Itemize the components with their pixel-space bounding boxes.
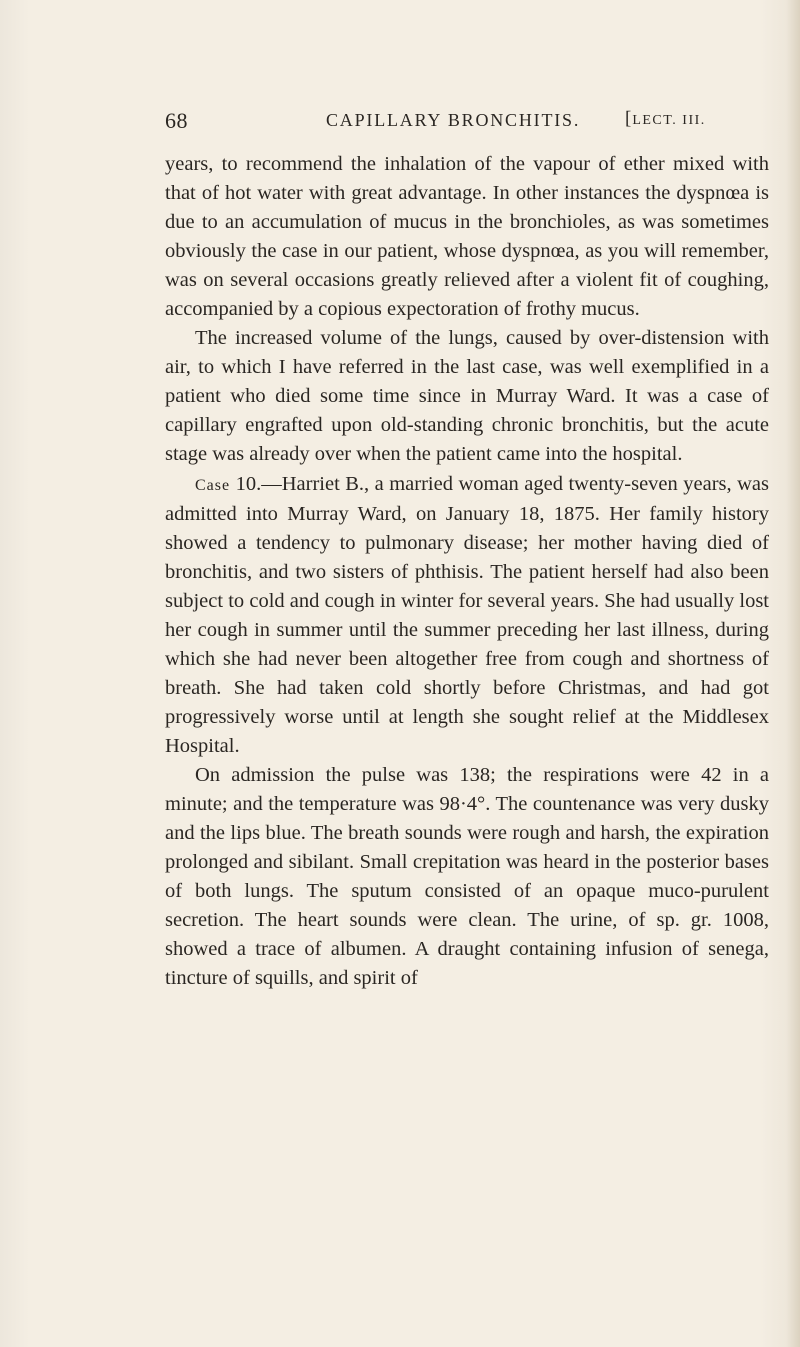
case-text: 10.—Harriet B., a married woman aged twenty-seven years, was admitted into Murray Ward, on January 18, 1875. Her family history showed a tendency to pulmonary disease; her mother having died of bronchitis, and two sisters of phthisis. The patient herself had also been subject to cold and cough in winter for several years. She had usually lost her cough in summer until the summer preceding her last illness, during which she had never been altogether free from cough and shortness of breath. She had taken cold shortly before Christmas, and had got progressively worse until at length she sought relief at the Middlesex Hospital. [165,472,769,757]
paragraph-1: years, to recommend the inhalation of the vapour of ether mixed with that of hot water with great advantage. In other instances the dyspnœa is due to an accumulation of mucus in the bronchioles, as was sometimes obviously the case in our patient, whose dyspnœa, as you will remember, was on several occasions greatly relieved after a violent fit of coughing, accompanied by a copious expectoration of frothy mucus. [165,153,769,321]
paragraph-2: The increased volume of the lungs, caused by over-distension with air, to which I have referred in the last case, was well exemplified in a patient who died some time since in Murray Ward. It was a case of capillary engrafted upon old-standing chronic bronchitis, but the acute stage was already over when the patient came into the hospital. [165,327,769,466]
body-text [165,150,769,993]
paragraph-4: On admission the pulse was 138; the respirations were 42 in a minute; and the temperature was 98·4°. The countenance was very dusky and the lips blue. The breath sounds were rough and harsh, the expiration prolonged and sibilant. Small crepitation was heard in the posterior bases of both lungs. The sputum consisted of an opaque muco-purulent secretion. The heart sounds were clean. The urine, of sp. gr. 1008, showed a trace of albumen. A draught containing infusion of senega, tincture of squills, and spirit of [165,763,769,990]
section-reference [625,108,706,130]
running-title: CAPILLARY BRONCHITIS. [326,110,581,130]
section-label: LECT. III. [632,113,706,128]
section-bracket: [ [625,108,633,129]
case-label: Case [195,476,231,494]
running-head [165,108,769,138]
page-number: 68 [165,108,188,133]
paragraph-3-case [165,470,769,761]
page-edge-shadow [786,0,800,1347]
